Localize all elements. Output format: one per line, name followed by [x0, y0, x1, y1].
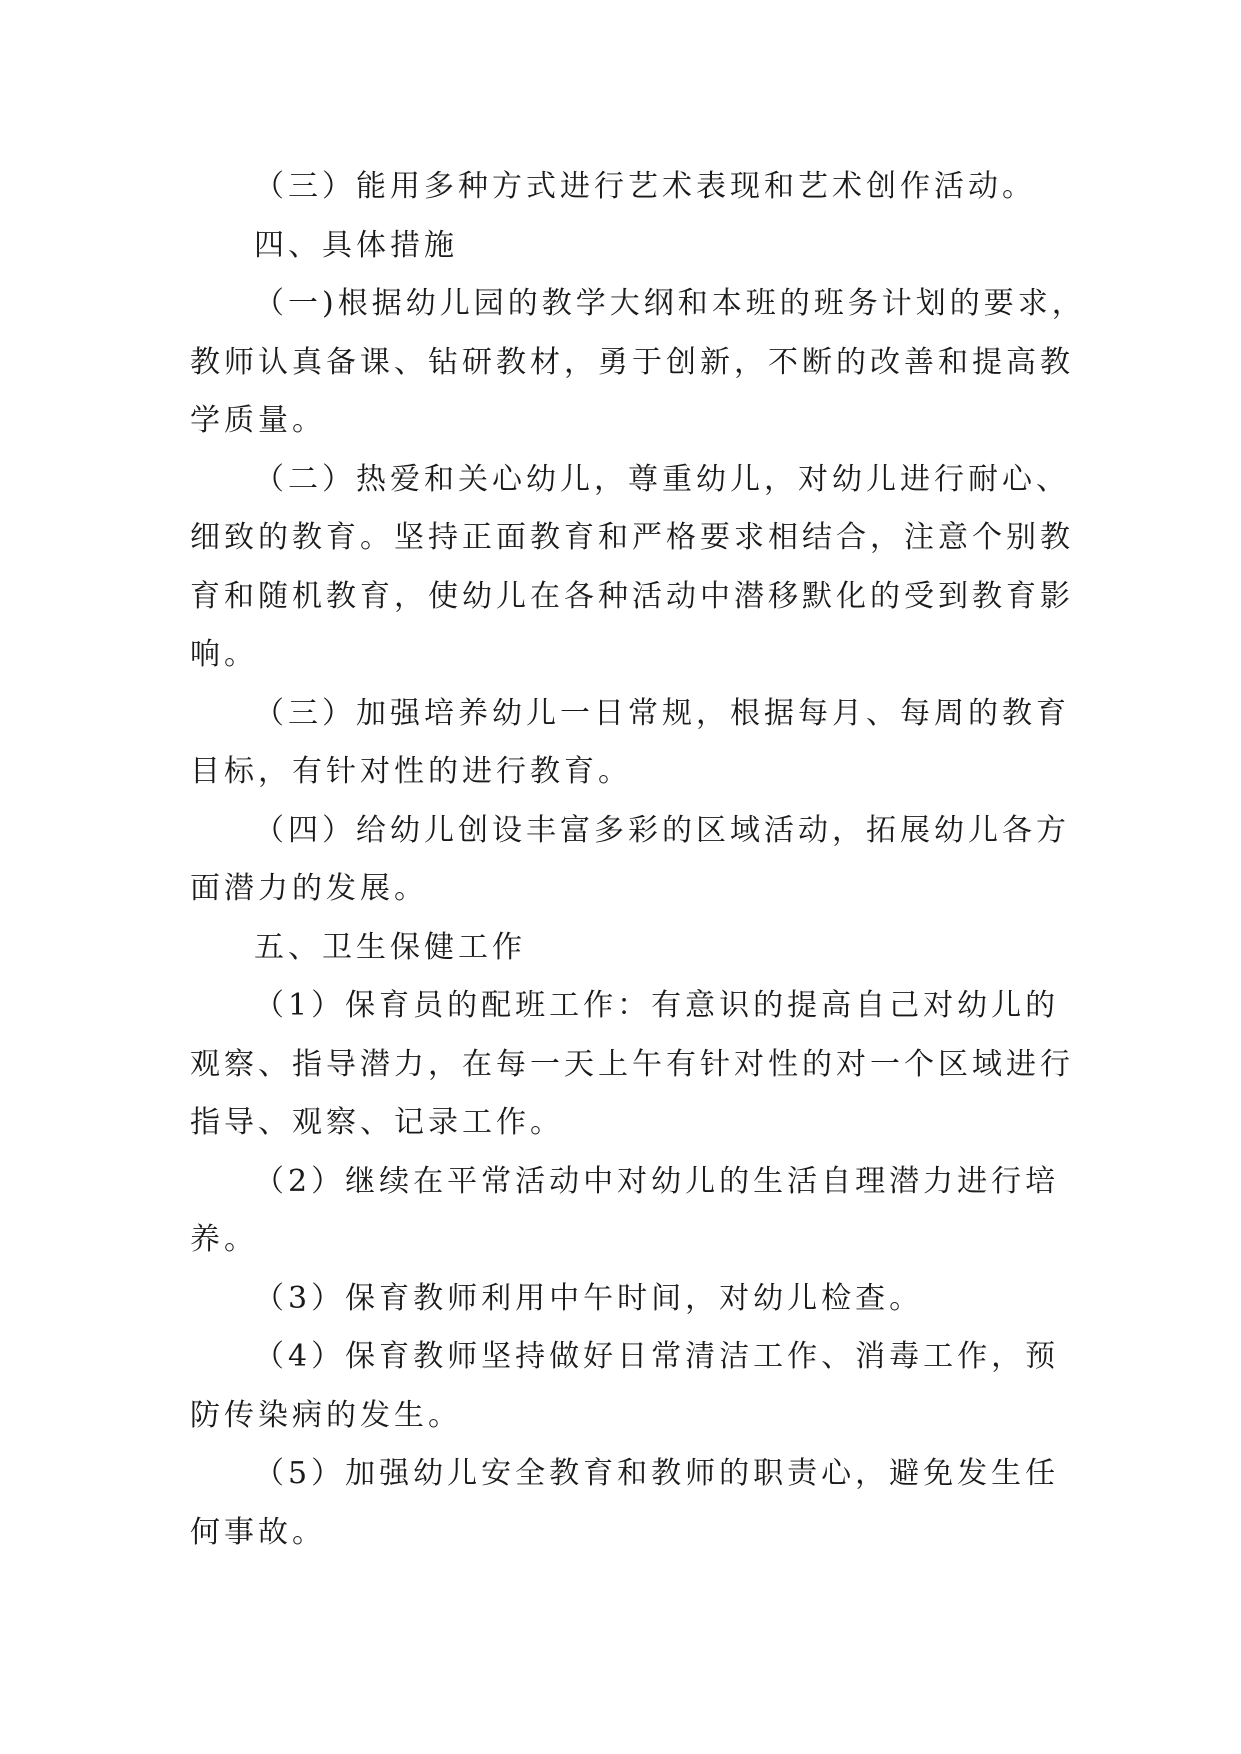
document-body: [190, 158, 1086, 1562]
paragraph-measure-1: [190, 275, 1086, 451]
text-line: 细致的教育。坚持正面教育和严格要求相结合，注意个别教: [190, 520, 1074, 555]
text-line: 防传染病的发生。: [190, 1397, 462, 1433]
section-heading: 五、卫生保健工作: [254, 929, 526, 965]
text-line: （三）加强培养幼儿一日常规，根据每月、每周的教育: [254, 695, 1070, 731]
text-line: （二）热爱和关心幼儿，尊重幼儿，对幼儿进行耐心、: [254, 461, 1070, 497]
text-line: 养。: [190, 1222, 258, 1257]
heading-specific-measures: [190, 217, 1070, 276]
text-line: （一)根据幼儿园的教学大纲和本班的班务计划的要求，: [254, 286, 1086, 321]
heading-health-care: [190, 919, 1070, 978]
paragraph-measure-2: [190, 451, 1074, 685]
text-line: 学质量。: [190, 403, 326, 438]
paragraph-art-expression: [190, 158, 1070, 217]
text-line: 目标，有针对性的进行教育。: [190, 754, 632, 789]
paragraph-care-5: [190, 1445, 1070, 1562]
text-line: （3）保育教师利用中午时间，对幼儿检查。: [254, 1280, 924, 1316]
section-heading: 四、具体措施: [254, 227, 458, 263]
paragraph-care-1: [190, 977, 1074, 1153]
text-line: （1）保育员的配班工作：有意识的提高自己对幼儿的: [254, 988, 1060, 1023]
text-line: （2）继续在平常活动中对幼儿的生活自理潜力进行培: [254, 1163, 1060, 1199]
text-line: （四）给幼儿创设丰富多彩的区域活动，拓展幼儿各方: [254, 812, 1070, 848]
paragraph-care-2: [190, 1153, 1070, 1270]
paragraph-care-3: [190, 1270, 1070, 1329]
text-line: 面潜力的发展。: [190, 871, 428, 906]
text-line: （5）加强幼儿安全教育和教师的职责心，避免发生任: [254, 1456, 1060, 1491]
text-line: 观察、指导潜力，在每一天上午有针对性的对一个区域进行: [190, 1046, 1074, 1082]
text-line: 响。: [190, 637, 258, 672]
text-line: 教师认真备课、钻研教材，勇于创新，不断的改善和提高教: [190, 344, 1074, 380]
text-line: 育和随机教育，使幼儿在各种活动中潜移默化的受到教育影: [190, 578, 1074, 614]
text-line: （三）能用多种方式进行艺术表现和艺术创作活动。: [254, 169, 1036, 204]
paragraph-measure-3: [190, 685, 1070, 802]
text-line: 何事故。: [190, 1514, 326, 1550]
text-line: 指导、观察、记录工作。: [190, 1105, 564, 1140]
text-line: （4）保育教师坚持做好日常清洁工作、消毒工作，预: [254, 1339, 1060, 1374]
paragraph-measure-4: [190, 802, 1070, 919]
paragraph-care-4: [190, 1328, 1070, 1445]
